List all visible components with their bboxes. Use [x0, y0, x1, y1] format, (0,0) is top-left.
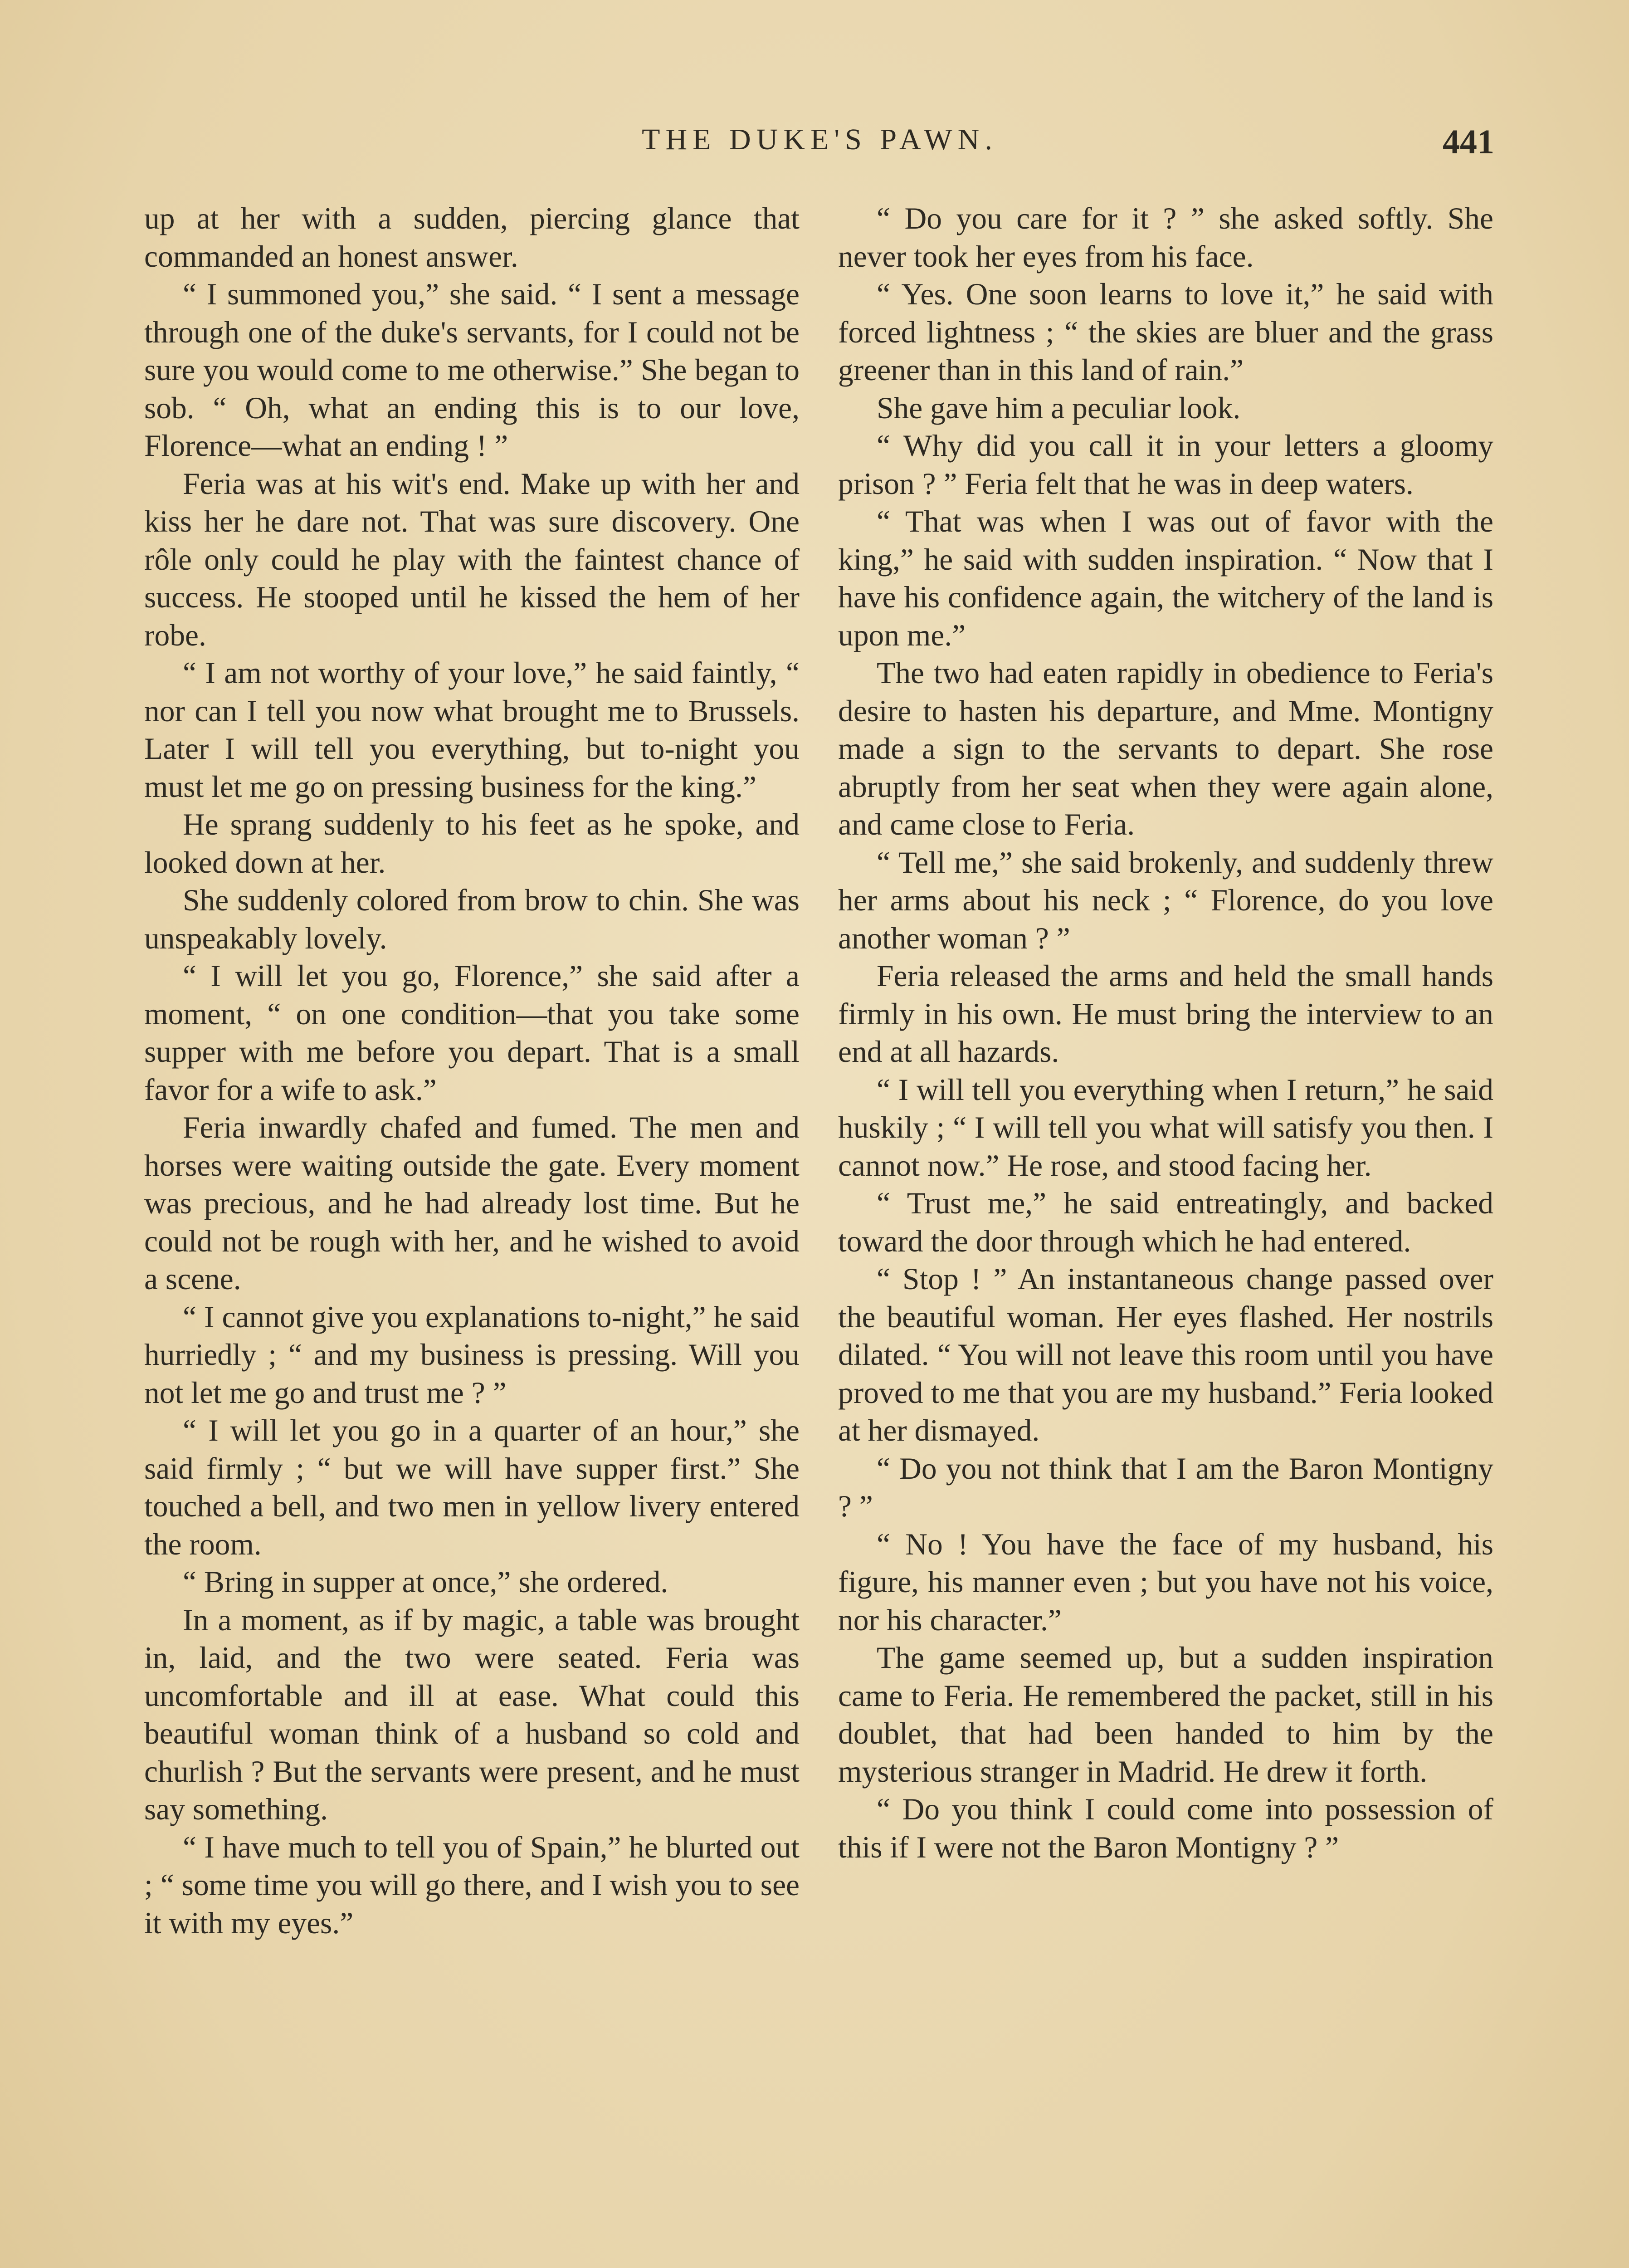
paragraph: She suddenly colored from brow to chin. She was unspeakably lovely.: [144, 883, 800, 955]
page-number: 441: [1443, 123, 1494, 161]
paragraph: “ I will let you go, Florence,” she said after a moment, “ on one condition—that you take some supper with me before you depart. That is a small favor for a wife to ask.”: [144, 959, 800, 1107]
paragraph: “ Tell me,” she said brokenly, and suddenly threw her arms about his neck ; “ Florence, do you love another woman ? ”: [838, 845, 1493, 955]
paragraph: “ I will tell you everything when I return,” he said huskily ; “ I will tell you what will satisfy you then. I cannot now.” He rose, and stood facing her.: [838, 1072, 1493, 1183]
paragraph: In a moment, as if by magic, a table was brought in, laid, and the two were seated. Feria was uncomfortable and ill at ease. What could this beautiful woman think of a husband so cold and churlish ? But the servants were present, and he must say something.: [144, 1603, 800, 1826]
paragraph: “ Why did you call it in your letters a gloomy prison ? ” Feria felt that he was in deep waters.: [838, 429, 1493, 501]
paragraph: “ I cannot give you explanations to-night,” he said hurriedly ; “ and my business is pressing. Will you not let me go and trust me ? ”: [144, 1300, 800, 1410]
left-text-column: [144, 200, 800, 1942]
page-header: [145, 119, 1494, 169]
running-title: THE DUKE'S PAWN.: [642, 123, 998, 156]
paragraph: The two had eaten rapidly in obedience to Feria's desire to hasten his departure, and Mme. Montigny made a sign to the servants to depart. She rose abruptly from her seat when they were again alone, and came close to Feria.: [838, 656, 1493, 841]
paragraph: Feria was at his wit's end. Make up with her and kiss her he dare not. That was sure discovery. One rôle only could he play with the faintest chance of success. He stooped until he kissed the hem of her robe.: [144, 466, 800, 652]
paragraph: “ I have much to tell you of Spain,” he blurted out ; “ some time you will go there, and I wish you to see it with my eyes.”: [144, 1830, 800, 1940]
paragraph: “ Do you not think that I am the Baron Montigny ? ”: [838, 1451, 1493, 1523]
paragraph: Feria inwardly chafed and fumed. The men and horses were waiting outside the gate. Every moment was precious, and he had already lost time. But he could not be rough with her, and he wished to avoid a scene.: [144, 1110, 800, 1296]
paragraph: She gave him a peculiar look.: [877, 391, 1241, 425]
right-text-column: [838, 200, 1493, 1866]
paragraph: “ Yes. One soon learns to love it,” he said with forced lightness ; “ the skies are bluer and the grass greener than in this land of rain.”: [838, 277, 1493, 387]
paragraph: “ Bring in supper at once,” she ordered.: [183, 1565, 668, 1599]
paragraph: The game seemed up, but a sudden inspiration came to Feria. He remembered the packet, still in his doublet, that had been handed to him by the mysterious stranger in Madrid. He drew it forth.: [838, 1641, 1493, 1789]
paragraph: “ That was when I was out of favor with the king,” he said with sudden inspiration. “ Now that I have his confidence again, the witchery of the land is upon me.”: [838, 504, 1493, 652]
paragraph: “ Do you think I could come into possession of this if I were not the Baron Montigny ? ”: [838, 1792, 1493, 1864]
paragraph: up at her with a sudden, piercing glance that commanded an honest answer.: [144, 201, 800, 274]
paragraph: “ Do you care for it ? ” she asked softly. She never took her eyes from his face.: [838, 201, 1493, 274]
paragraph: “ Trust me,” he said entreatingly, and backed toward the door through which he had entered.: [838, 1186, 1493, 1258]
paragraph: He sprang suddenly to his feet as he spoke, and looked down at her.: [144, 807, 800, 880]
paragraph: “ I am not worthy of your love,” he said faintly, “ nor can I tell you now what brought me to Brussels. Later I will tell you everything, but to-night you must let me go on pressing business for the king.”: [144, 656, 800, 804]
paragraph: “ I summoned you,” she said. “ I sent a message through one of the duke's servants, for I could not be sure you would come to me otherwise.” She began to sob. “ Oh, what an ending this is to our love, Florence—what an ending ! ”: [144, 277, 800, 463]
paragraph: “ I will let you go in a quarter of an hour,” she said firmly ; “ but we will have supper first.” She touched a bell, and two men in yellow livery entered the room.: [144, 1413, 800, 1561]
paragraph: “ Stop ! ” An instantaneous change passed over the beautiful woman. Her eyes flashed. Her nostrils dilated. “ You will not leave this room until you have proved to me that you are my husband.” Feria looked at her dismayed.: [838, 1262, 1493, 1447]
paragraph: Feria released the arms and held the small hands firmly in his own. He must bring the interview to an end at all hazards.: [838, 959, 1493, 1069]
paragraph: “ No ! You have the face of my husband, his figure, his manner even ; but you have not his voice, nor his character.”: [838, 1527, 1493, 1637]
